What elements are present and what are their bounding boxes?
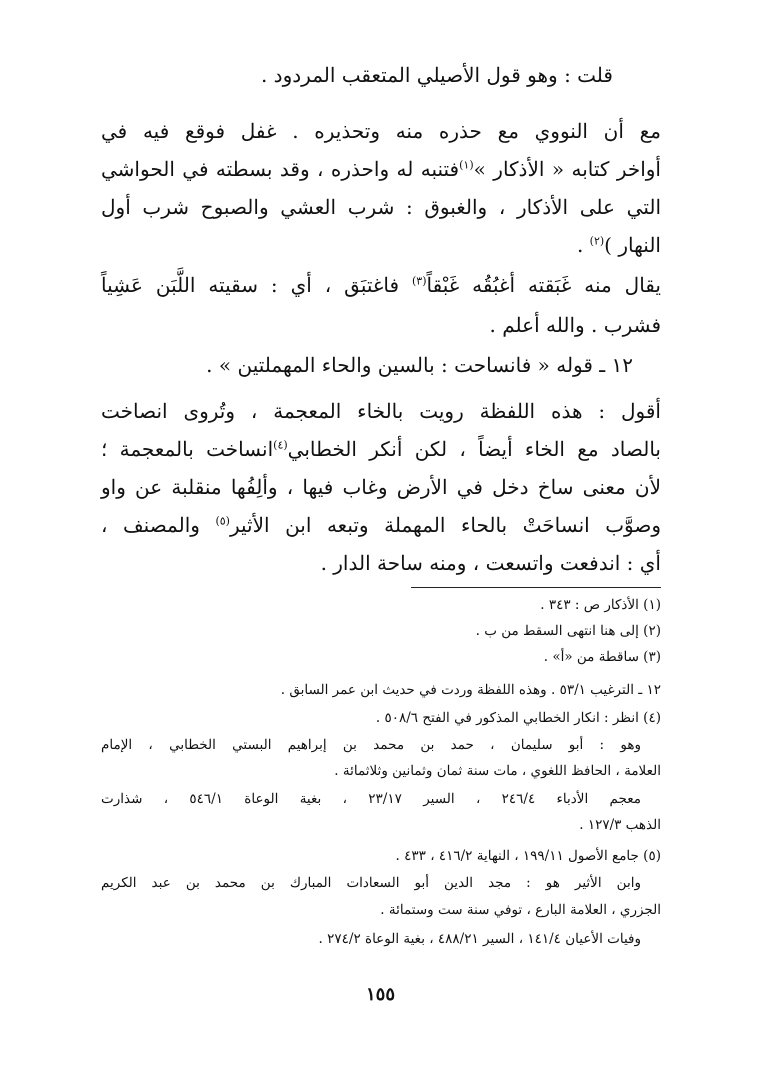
footnote-4: (٤) انظر : انكار الخطابي المذكور في الفتح ٥٠٨/٦ . <box>375 710 661 726</box>
footnote-ref-2: (٢) <box>589 234 605 248</box>
main-line-5-text-b: . <box>576 233 590 257</box>
main-line-10-text-a: بالصاد مع الخاء أيضاً ، لكن أنكر الخطابي <box>287 437 661 461</box>
page-number: ١٥٥ <box>365 984 395 1005</box>
footnote-1: (١) الأذكار ص : ٣٤٣ . <box>540 597 661 613</box>
footnote-4-bio-line-2: العلامة ، الحافظ اللغوي ، مات سنة ثمان وثمانين وثلاثمائة . <box>334 763 661 779</box>
footnote-5: (٥) جامع الأصول ١٩٩/١١ ، النهاية ٤١٦/٢ ، ٤٣٣ . <box>395 848 661 864</box>
main-line-3-text-b: فتنبه له واحذره ، وقد بسطته في الحواشي <box>101 157 460 181</box>
footnote-ref-3: (٣) <box>411 274 427 288</box>
main-line-4: التي على الأذكار ، والغبوق : شرب العشي والصبوح شرب أول <box>101 195 661 219</box>
main-line-6-text-a: يقال منه غَبَقته أغبُقُه غَبْقاً <box>426 273 661 297</box>
footnote-separator <box>411 587 661 588</box>
footnote-4-refs-line-1: معجم الأدباء ٢٤٦/٤ ، السير ٢٣/١٧ ، بغية الوعاة ٥٤٦/١ ، شذارت <box>101 791 641 807</box>
main-line-11: لأن معنى ساخ دخل في الأرض وغاب فيها ، وألِفُها منقلبة عن واو <box>101 475 661 499</box>
main-line-8: ١٢ ـ قوله « فانساحت : بالسين والحاء المهملتين » . <box>206 353 633 377</box>
main-line-3-text-a: أواخر كتابه « الأذكار » <box>473 157 661 181</box>
footnote-12: ١٢ ـ الترغيب ٥٣/١ . وهذه اللفظة وردت في حديث ابن عمر السابق . <box>280 682 661 698</box>
main-line-12-text-a: وصوَّب انساحَتْ بالحاء المهملة وتبعه ابن الأثير <box>229 513 662 537</box>
main-line-9: أقول : هذه اللفظة رويت بالخاء المعجمة ، وتُروى انصاخت <box>101 399 661 423</box>
main-line-1: قلت : وهو قول الأصيلي المتعقب المردود . <box>260 63 613 87</box>
main-line-12-text-b: والمصنف ، <box>101 513 216 537</box>
main-line-10-text-b: انساخت بالمعجمة ؛ <box>101 437 274 461</box>
footnote-5-refs: وفيات الأعيان ١٤١/٤ ، السير ٤٨٨/٢١ ، بغية الوعاة ٢٧٤/٢ . <box>318 931 641 947</box>
main-line-12 <box>101 506 661 544</box>
main-line-3 <box>101 150 661 188</box>
footnote-2: (٢) إلى هنا انتهى السقط من ب . <box>475 623 661 639</box>
footnote-ref-5: (٥) <box>215 514 230 528</box>
footnote-4-refs-line-2: الذهب ١٢٧/٣ . <box>579 817 661 833</box>
main-line-10 <box>101 430 661 468</box>
main-line-7: فشرب . والله أعلم . <box>489 313 661 337</box>
footnote-4-bio-line-1: وهو : أبو سليمان ، حمد بن محمد بن إبراهيم البستي الخطابي ، الإمام <box>101 737 641 753</box>
footnote-5-bio-line-2: الجزري ، العلامة البارع ، توفي سنة ست وستمائة . <box>380 902 661 918</box>
main-line-5-text-a: النهار ) <box>604 233 661 257</box>
main-line-6 <box>101 266 661 304</box>
footnote-3: (٣) ساقطة من «أ» . <box>543 649 661 665</box>
main-line-2: مع أن النووي مع حذره منه وتحذيره . غفل فوقع فيه في <box>101 119 661 143</box>
footnote-5-bio-line-1: وابن الأثير هو : مجد الدين أبو السعادات المبارك بن محمد بن عبد الكريم <box>101 875 641 891</box>
footnote-ref-1: (١) <box>459 158 474 172</box>
footnote-ref-4: (٤) <box>273 438 288 452</box>
main-line-5 <box>101 226 661 264</box>
main-line-13: أي : اندفعت واتسعت ، ومنه ساحة الدار . <box>320 551 661 575</box>
main-line-6-text-b: فاغتبَق ، أي : سقيته اللَّبَن عَشِياً <box>101 273 412 297</box>
